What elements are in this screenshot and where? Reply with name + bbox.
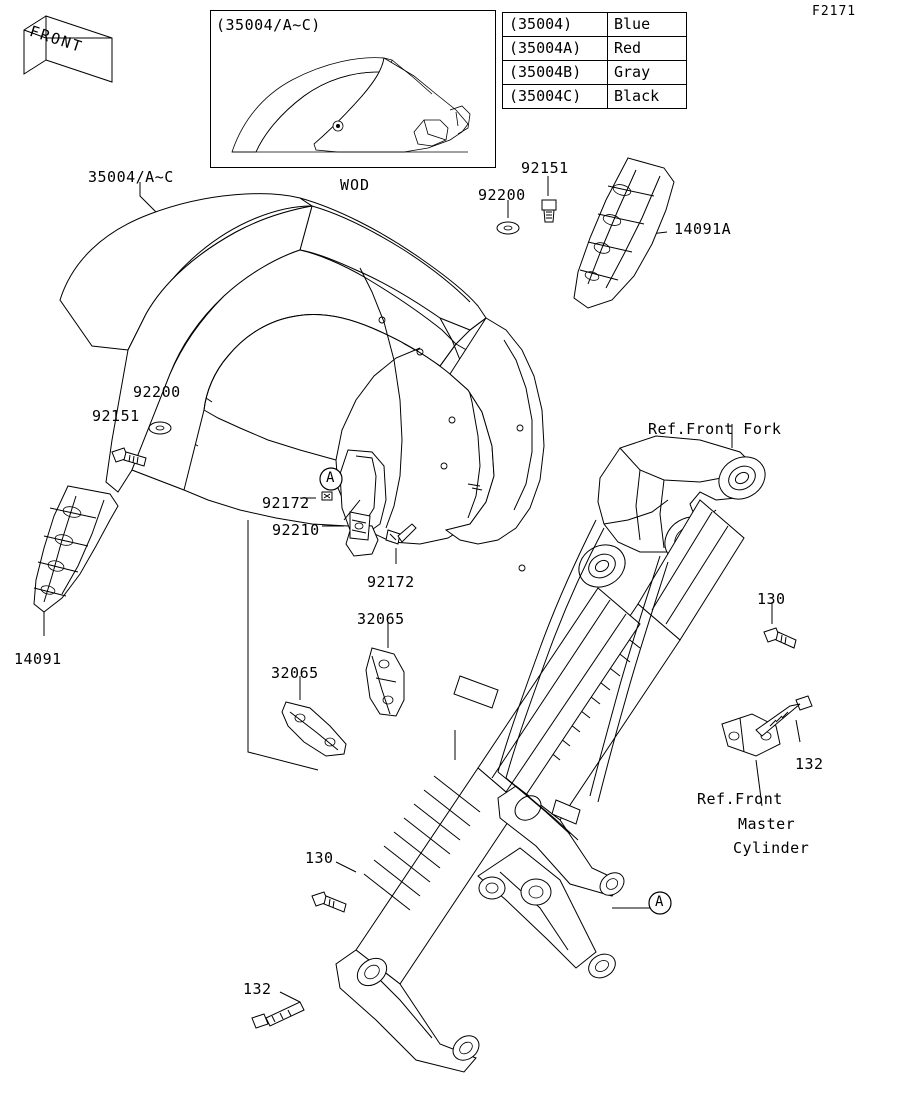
- bolt-132-right-part: [756, 696, 812, 736]
- callout-washer-92200-top: 92200: [478, 186, 526, 204]
- clamp-32065-lower-part: [282, 702, 346, 756]
- clamp-32065-upper-part: [366, 648, 404, 716]
- sheet-id-label: F2171: [812, 4, 857, 19]
- callout-ref-master-cyl-2: Master: [738, 815, 796, 833]
- washer-92200-left-part: [149, 422, 171, 434]
- callout-bolt-132-right: 132: [795, 755, 824, 773]
- callout-fender-main: 35004/A~C: [88, 168, 174, 186]
- wod-inset-caption: (35004/A~C): [216, 16, 321, 34]
- legend-code: (35004A): [503, 37, 608, 61]
- bolt-130-left-part: [312, 892, 346, 912]
- bolt-130-right-part: [764, 628, 796, 648]
- callout-bolt-132-left: 132: [243, 980, 272, 998]
- nut-92210-part: [350, 512, 370, 540]
- callout-bolt-92151-left: 92151: [92, 407, 140, 425]
- legend-name: Gray: [608, 61, 687, 85]
- callout-screw-92172-upper: 92172: [262, 494, 310, 512]
- legend-name: Blue: [608, 13, 687, 37]
- ref-circle-a-lower-label: A: [655, 894, 664, 910]
- callout-washer-92200-left: 92200: [133, 383, 181, 401]
- ref-circle-a-upper-label: A: [326, 470, 335, 486]
- bolt-92151-top-part: [542, 200, 556, 222]
- legend-code: (35004C): [503, 85, 608, 109]
- callout-bolt-130-right: 130: [757, 590, 786, 608]
- legend-name: Red: [608, 37, 687, 61]
- callout-grille-right: 14091A: [674, 220, 732, 238]
- screw-92172-upper-part: [322, 492, 332, 500]
- callout-bolt-92151-top: 92151: [521, 159, 569, 177]
- callout-bolt-130-left: 130: [305, 849, 334, 867]
- legend-code: (35004): [503, 13, 608, 37]
- callout-screw-92172-lower: 92172: [367, 573, 415, 591]
- front-marker-label: FRONT: [27, 22, 86, 57]
- callout-ref-master-cyl-3: Cylinder: [733, 839, 810, 857]
- left-grille-part: [34, 486, 118, 612]
- callout-nut-92210: 92210: [272, 521, 320, 539]
- legend-code: (35004B): [503, 61, 608, 85]
- legend-name: Black: [608, 85, 687, 109]
- callout-ref-front-fork: Ref.Front Fork: [648, 420, 782, 438]
- bolt-132-left-part: [252, 1002, 304, 1028]
- callout-ref-master-cyl-1: Ref.Front: [697, 790, 783, 808]
- washer-92200-top-part: [497, 222, 519, 234]
- callout-clamp-32065-upper: 32065: [357, 610, 405, 628]
- callout-clamp-32065-lower: 32065: [271, 664, 319, 682]
- wod-inset-title: WOD: [340, 176, 371, 194]
- callout-grille-left: 14091: [14, 650, 62, 668]
